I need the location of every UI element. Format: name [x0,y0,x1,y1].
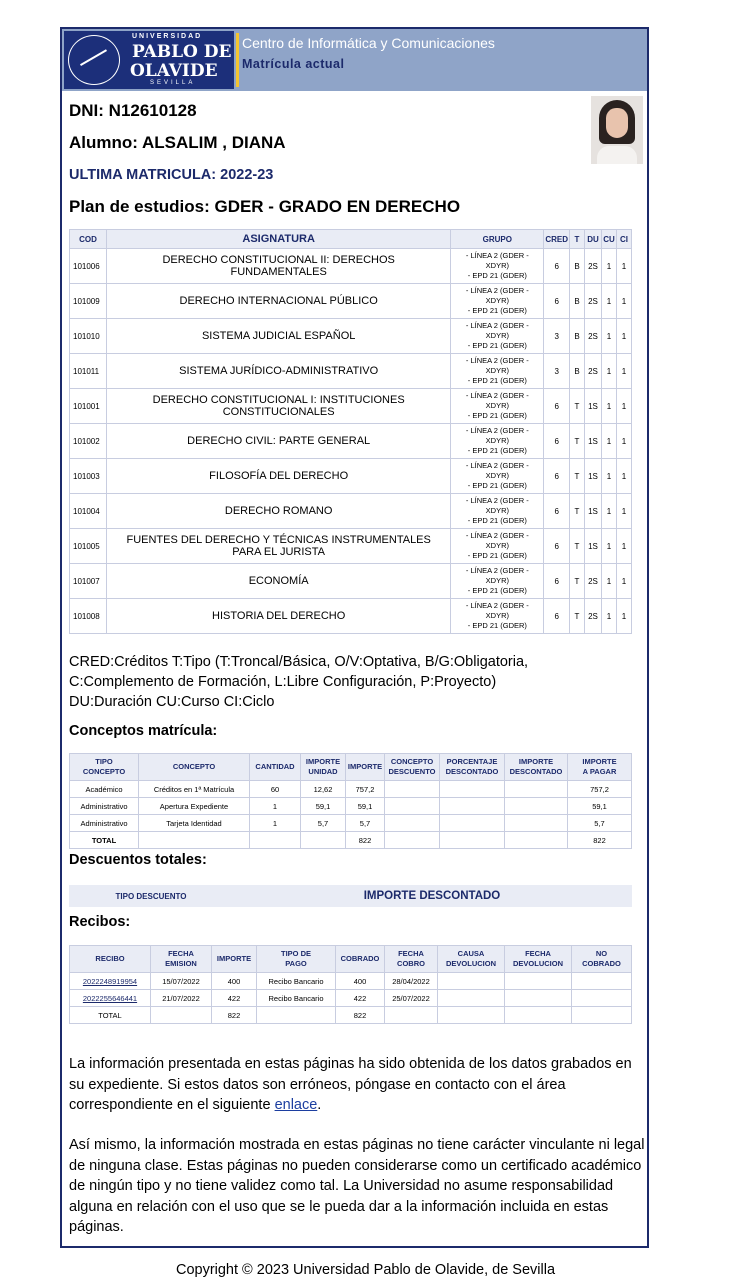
grupo-line: - LÍNEA 2 (GDER - [465,496,529,505]
col-causa-devolucion: CAUSA DEVOLUCION [438,946,505,973]
concepto-pdesc [440,781,505,798]
col-concepto: CONCEPTO [139,754,250,781]
recibo-fcobro: 28/04/2022 [385,973,438,990]
asignaturas-table [69,229,632,634]
asignatura-grupo [451,424,544,459]
col-concepto-descuento: CONCEPTO DESCUENTO [385,754,440,781]
asignatura-row [70,249,632,284]
col-cred: CRED [544,230,570,249]
recibos-total-row [70,1007,632,1024]
grupo-line: - LÍNEA 2 (GDER - [465,391,529,400]
col-recibo: RECIBO [70,946,151,973]
asignatura-row [70,529,632,564]
grupo-line: - LÍNEA 2 (GDER - [465,356,529,365]
concepto-cdesc [385,798,440,815]
descuentos-table [69,885,632,907]
grupo-line: - EPD 21 (GDER) [467,516,527,525]
recibo-nocobrado [572,990,632,1007]
asignatura-row [70,284,632,319]
conceptos-total-row [70,832,632,849]
conceptos-table [69,753,632,849]
asignatura-ci: 1 [617,599,632,634]
grupo-line: XDYR) [485,611,509,620]
asignatura-cred: 3 [544,354,570,389]
grupo-line: - EPD 21 (GDER) [467,586,527,595]
asignatura-name: DERECHO CONSTITUCIONAL II: DERECHOS FUNDAMENTALES [107,249,451,284]
col-asignatura: ASIGNATURA [107,230,451,249]
asignatura-row [70,319,632,354]
asignatura-ci: 1 [617,319,632,354]
asignatura-grupo [451,319,544,354]
asignatura-cod: 101010 [70,319,107,354]
legend [69,652,629,712]
asignatura-t: B [570,319,585,354]
asignatura-grupo [451,459,544,494]
grupo-line: XDYR) [485,541,509,550]
header-centro: Centro de Informática y Comunicaciones [242,35,495,51]
asignatura-grupo [451,354,544,389]
asignatura-ci: 1 [617,494,632,529]
asignatura-du: 2S [585,599,602,634]
asignatura-du: 2S [585,564,602,599]
recibo-tipo: Recibo Bancario [257,973,336,990]
asignatura-du: 2S [585,354,602,389]
logo-olavide-text: OLAVIDE [130,61,218,81]
recibos-total-importe: 822 [212,1007,257,1024]
grupo-line: XDYR) [485,366,509,375]
asignatura-grupo [451,529,544,564]
total-importe: 822 [346,832,385,849]
asignatura-t: B [570,249,585,284]
concepto-pdesc [440,798,505,815]
quill-emblem-icon [68,35,120,85]
grupo-line: - LÍNEA 2 (GDER - [465,566,529,575]
asignatura-row [70,459,632,494]
recibo-emision: 15/07/2022 [151,973,212,990]
asignatura-cu: 1 [602,354,617,389]
grupo-line: XDYR) [485,401,509,410]
asignatura-cu: 1 [602,564,617,599]
logo-university-text: UNIVERSIDAD [132,33,203,40]
asignatura-cod: 101004 [70,494,107,529]
asignatura-cu: 1 [602,249,617,284]
concepto-row [70,815,632,832]
asignatura-cred: 6 [544,564,570,599]
recibo-emision: 21/07/2022 [151,990,212,1007]
concepto-unidad: 5,7 [301,815,346,832]
asignatura-row [70,599,632,634]
asignatura-cred: 6 [544,249,570,284]
grupo-line: - LÍNEA 2 (GDER - [465,531,529,540]
footer-copyright: Copyright © 2023 Universidad Pablo de Olavide, de Sevilla [175,1262,556,1278]
asignatura-cred: 3 [544,319,570,354]
asignatura-cred: 6 [544,284,570,319]
recibo-fcobro: 25/07/2022 [385,990,438,1007]
asignatura-ci: 1 [617,529,632,564]
asignatura-ci: 1 [617,459,632,494]
grupo-line: - LÍNEA 2 (GDER - [465,601,529,610]
asignatura-cu: 1 [602,599,617,634]
asignatura-cod: 101008 [70,599,107,634]
asignatura-grupo [451,599,544,634]
concepto-tipo: Académico [70,781,139,798]
header-bar [62,29,647,91]
col-fecha-cobro: FECHA COBRO [385,946,438,973]
concepto-importe: 757,2 [346,781,385,798]
grupo-line: - EPD 21 (GDER) [467,376,527,385]
asignatura-ci: 1 [617,354,632,389]
col-ci: CI [617,230,632,249]
asignatura-name: DERECHO CONSTITUCIONAL I: INSTITUCIONES CONSTITUCIONALES [107,389,451,424]
grupo-line: XDYR) [485,576,509,585]
asignatura-cod: 101002 [70,424,107,459]
info-paragraph-1: La información presentada en estas páginas ha sido obtenida de los datos grabados en su expediente. Si estos datos son erróneos, póngase en contacto con el área correspondiente en el siguiente enlace. [69,1056,632,1113]
asignatura-cu: 1 [602,529,617,564]
col-importe-unidad: IMPORTE UNIDAD [301,754,346,781]
concepto-cantidad: 60 [250,781,301,798]
col-grupo: GRUPO [451,230,544,249]
asignatura-du: 2S [585,284,602,319]
concepto-importe: 5,7 [346,815,385,832]
asignatura-t: T [570,529,585,564]
concepto-concepto: Tarjeta Identidad [139,815,250,832]
asignatura-ci: 1 [617,249,632,284]
concepto-importe: 59,1 [346,798,385,815]
recibo-fdev [505,990,572,1007]
asignatura-t: T [570,599,585,634]
concepto-tipo: Administrativo [70,815,139,832]
recibo-link[interactable]: 2022248919954 [82,976,138,986]
recibo-importe: 422 [212,990,257,1007]
recibo-row [70,973,632,990]
header-section-title: Matrícula actual [242,57,345,71]
col-cod: COD [70,230,107,249]
asignatura-cu: 1 [602,389,617,424]
asignatura-t: B [570,284,585,319]
asignatura-ci: 1 [617,564,632,599]
col-cobrado: COBRADO [336,946,385,973]
grupo-line: - LÍNEA 2 (GDER - [465,286,529,295]
asignatura-name: FILOSOFÍA DEL DERECHO [107,459,451,494]
grupo-line: XDYR) [485,261,509,270]
recibos-table [69,945,632,1024]
col-porcentaje-descontado: PORCENTAJE DESCONTADO [440,754,505,781]
logo-city-text: SEVILLA [150,80,196,86]
asignatura-du: 1S [585,389,602,424]
col-no-cobrado: NO COBRADO [572,946,632,973]
concepto-pdesc [440,815,505,832]
recibo-nocobrado [572,973,632,990]
concepto-unidad: 59,1 [301,798,346,815]
conceptos-title: Conceptos matrícula: [69,723,218,739]
legend-line: C:Complemento de Formación, L:Libre Configuración, P:Proyecto) [69,674,497,690]
grupo-line: - LÍNEA 2 (GDER - [465,461,529,470]
asignatura-row [70,564,632,599]
asignatura-cu: 1 [602,494,617,529]
grupo-line: - EPD 21 (GDER) [467,306,527,315]
concepto-cantidad: 1 [250,815,301,832]
col-importe-descontado-total: IMPORTE DESCONTADO [233,886,632,907]
concepto-tipo: Administrativo [70,798,139,815]
concepto-unidad: 12,62 [301,781,346,798]
asignatura-ci: 1 [617,389,632,424]
asignatura-cod: 101009 [70,284,107,319]
asignatura-cred: 6 [544,459,570,494]
concepto-row [70,781,632,798]
asignatura-t: T [570,424,585,459]
asignatura-cred: 6 [544,529,570,564]
grupo-line: XDYR) [485,436,509,445]
asignatura-cred: 6 [544,424,570,459]
col-tipo-pago: TIPO DE PAGO [257,946,336,973]
concepto-pagar: 5,7 [568,815,632,832]
recibo-link[interactable]: 2022255646441 [82,993,138,1003]
asignatura-cod: 101001 [70,389,107,424]
asignatura-name: SISTEMA JURÍDICO-ADMINISTRATIVO [107,354,451,389]
asignatura-cu: 1 [602,319,617,354]
asignatura-grupo [451,494,544,529]
asignatura-name: DERECHO ROMANO [107,494,451,529]
grupo-line: XDYR) [485,296,509,305]
col-t: T [570,230,585,249]
asignatura-cod: 101005 [70,529,107,564]
asignatura-name: DERECHO CIVIL: PARTE GENERAL [107,424,451,459]
asignatura-row [70,389,632,424]
grupo-line: - EPD 21 (GDER) [467,621,527,630]
asignatura-du: 2S [585,319,602,354]
page-frame [60,27,649,1248]
asignatura-du: 2S [585,249,602,284]
descuentos-title: Descuentos totales: [69,852,207,868]
asignatura-cred: 6 [544,599,570,634]
concepto-cdesc [385,815,440,832]
asignatura-name: DERECHO INTERNACIONAL PÚBLICO [107,284,451,319]
asignatura-ci: 1 [617,284,632,319]
grupo-line: - LÍNEA 2 (GDER - [465,251,529,260]
concepto-row [70,798,632,815]
concepto-pagar: 59,1 [568,798,632,815]
student-dni: DNI: N12610128 [69,101,197,120]
asignatura-cred: 6 [544,389,570,424]
recibos-total-label: TOTAL [70,1007,151,1024]
asignatura-name: HISTORIA DEL DERECHO [107,599,451,634]
total-label: TOTAL [70,832,139,849]
concepto-cantidad: 1 [250,798,301,815]
col-tipo-concepto: TIPO CONCEPTO [70,754,139,781]
concepto-concepto: Créditos en 1ª Matrícula [139,781,250,798]
col-importe-pagar: IMPORTE A PAGAR [568,754,632,781]
recibos-title: Recibos: [69,914,131,930]
grupo-line: - EPD 21 (GDER) [467,271,527,280]
info-paragraph-2: Así mismo, la información mostrada en estas páginas no tiene carácter vinculante ni legal de ninguna clase. Estas páginas no pueden considerarse como un certificado académico de ningún tipo y no tiene validez como tal. La Universidad no asume responsabilidad alguna en relación con el uso que se le pueda dar a la información incluida en estas páginas. [69,1137,645,1235]
recibo-tipo: Recibo Bancario [257,990,336,1007]
asignatura-cod: 101003 [70,459,107,494]
grupo-line: - EPD 21 (GDER) [467,481,527,490]
asignatura-du: 1S [585,529,602,564]
total-pagar: 822 [568,832,632,849]
enlace-link[interactable]: enlace [274,1097,318,1113]
concepto-idesc [505,781,568,798]
recibo-importe: 400 [212,973,257,990]
asignatura-name: SISTEMA JUDICIAL ESPAÑOL [107,319,451,354]
legend-line: DU:Duración CU:Curso CI:Ciclo [69,694,275,710]
asignatura-t: T [570,564,585,599]
col-importe: IMPORTE [346,754,385,781]
recibo-cell [70,990,151,1007]
asignatura-ci: 1 [617,424,632,459]
grupo-line: - EPD 21 (GDER) [467,341,527,350]
logo-pablo-text: PABLO DE [132,42,232,62]
recibo-cobrado: 400 [336,973,385,990]
asignatura-grupo [451,389,544,424]
grupo-line: XDYR) [485,471,509,480]
col-du: DU [585,230,602,249]
grupo-line: XDYR) [485,506,509,515]
grupo-line: - EPD 21 (GDER) [467,551,527,560]
asignatura-cu: 1 [602,459,617,494]
recibo-row [70,990,632,1007]
col-fecha-emision: FECHA EMISION [151,946,212,973]
grupo-line: - EPD 21 (GDER) [467,411,527,420]
recibo-fdev [505,973,572,990]
header-divider [236,33,239,87]
asignatura-cod: 101006 [70,249,107,284]
concepto-idesc [505,815,568,832]
col-importe-descontado: IMPORTE DESCONTADO [505,754,568,781]
asignatura-name: FUENTES DEL DERECHO Y TÉCNICAS INSTRUMENTALES PARA EL JURISTA [107,529,451,564]
ultima-matricula: ULTIMA MATRICULA: 2022-23 [69,167,274,183]
asignatura-t: B [570,354,585,389]
asignatura-t: T [570,459,585,494]
concepto-concepto: Apertura Expediente [139,798,250,815]
asignatura-cu: 1 [602,284,617,319]
concepto-pagar: 757,2 [568,781,632,798]
asignatura-cu: 1 [602,424,617,459]
asignatura-grupo [451,284,544,319]
col-cantidad: CANTIDAD [250,754,301,781]
concepto-cdesc [385,781,440,798]
col-tipo-descuento: TIPO DESCUENTO [70,886,233,907]
university-logo[interactable] [64,31,234,89]
col-cu: CU [602,230,617,249]
asignatura-grupo [451,564,544,599]
recibo-causa [438,990,505,1007]
asignatura-du: 1S [585,459,602,494]
recibo-cell [70,973,151,990]
grupo-line: XDYR) [485,331,509,340]
plan-estudios: Plan de estudios: GDER - GRADO EN DERECHO [69,197,461,216]
asignatura-row [70,494,632,529]
asignatura-du: 1S [585,494,602,529]
legend-line: CRED:Créditos T:Tipo (T:Troncal/Básica, O/V:Optativa, B/G:Obligatoria, [69,654,529,670]
col-importe: IMPORTE [212,946,257,973]
asignatura-grupo [451,249,544,284]
grupo-line: - EPD 21 (GDER) [467,446,527,455]
asignatura-cred: 6 [544,494,570,529]
asignatura-row [70,354,632,389]
student-photo [591,96,643,164]
asignatura-name: ECONOMÍA [107,564,451,599]
asignatura-t: T [570,494,585,529]
recibo-cobrado: 422 [336,990,385,1007]
recibo-causa [438,973,505,990]
asignatura-row [70,424,632,459]
grupo-line: - LÍNEA 2 (GDER - [465,321,529,330]
recibos-total-cobrado: 822 [336,1007,385,1024]
asignatura-du: 1S [585,424,602,459]
student-name: Alumno: ALSALIM , DIANA [69,133,286,152]
concepto-idesc [505,798,568,815]
asignatura-cod: 101007 [70,564,107,599]
grupo-line: - LÍNEA 2 (GDER - [465,426,529,435]
col-fecha-devolucion: FECHA DEVOLUCION [505,946,572,973]
asignatura-cod: 101011 [70,354,107,389]
asignatura-t: T [570,389,585,424]
